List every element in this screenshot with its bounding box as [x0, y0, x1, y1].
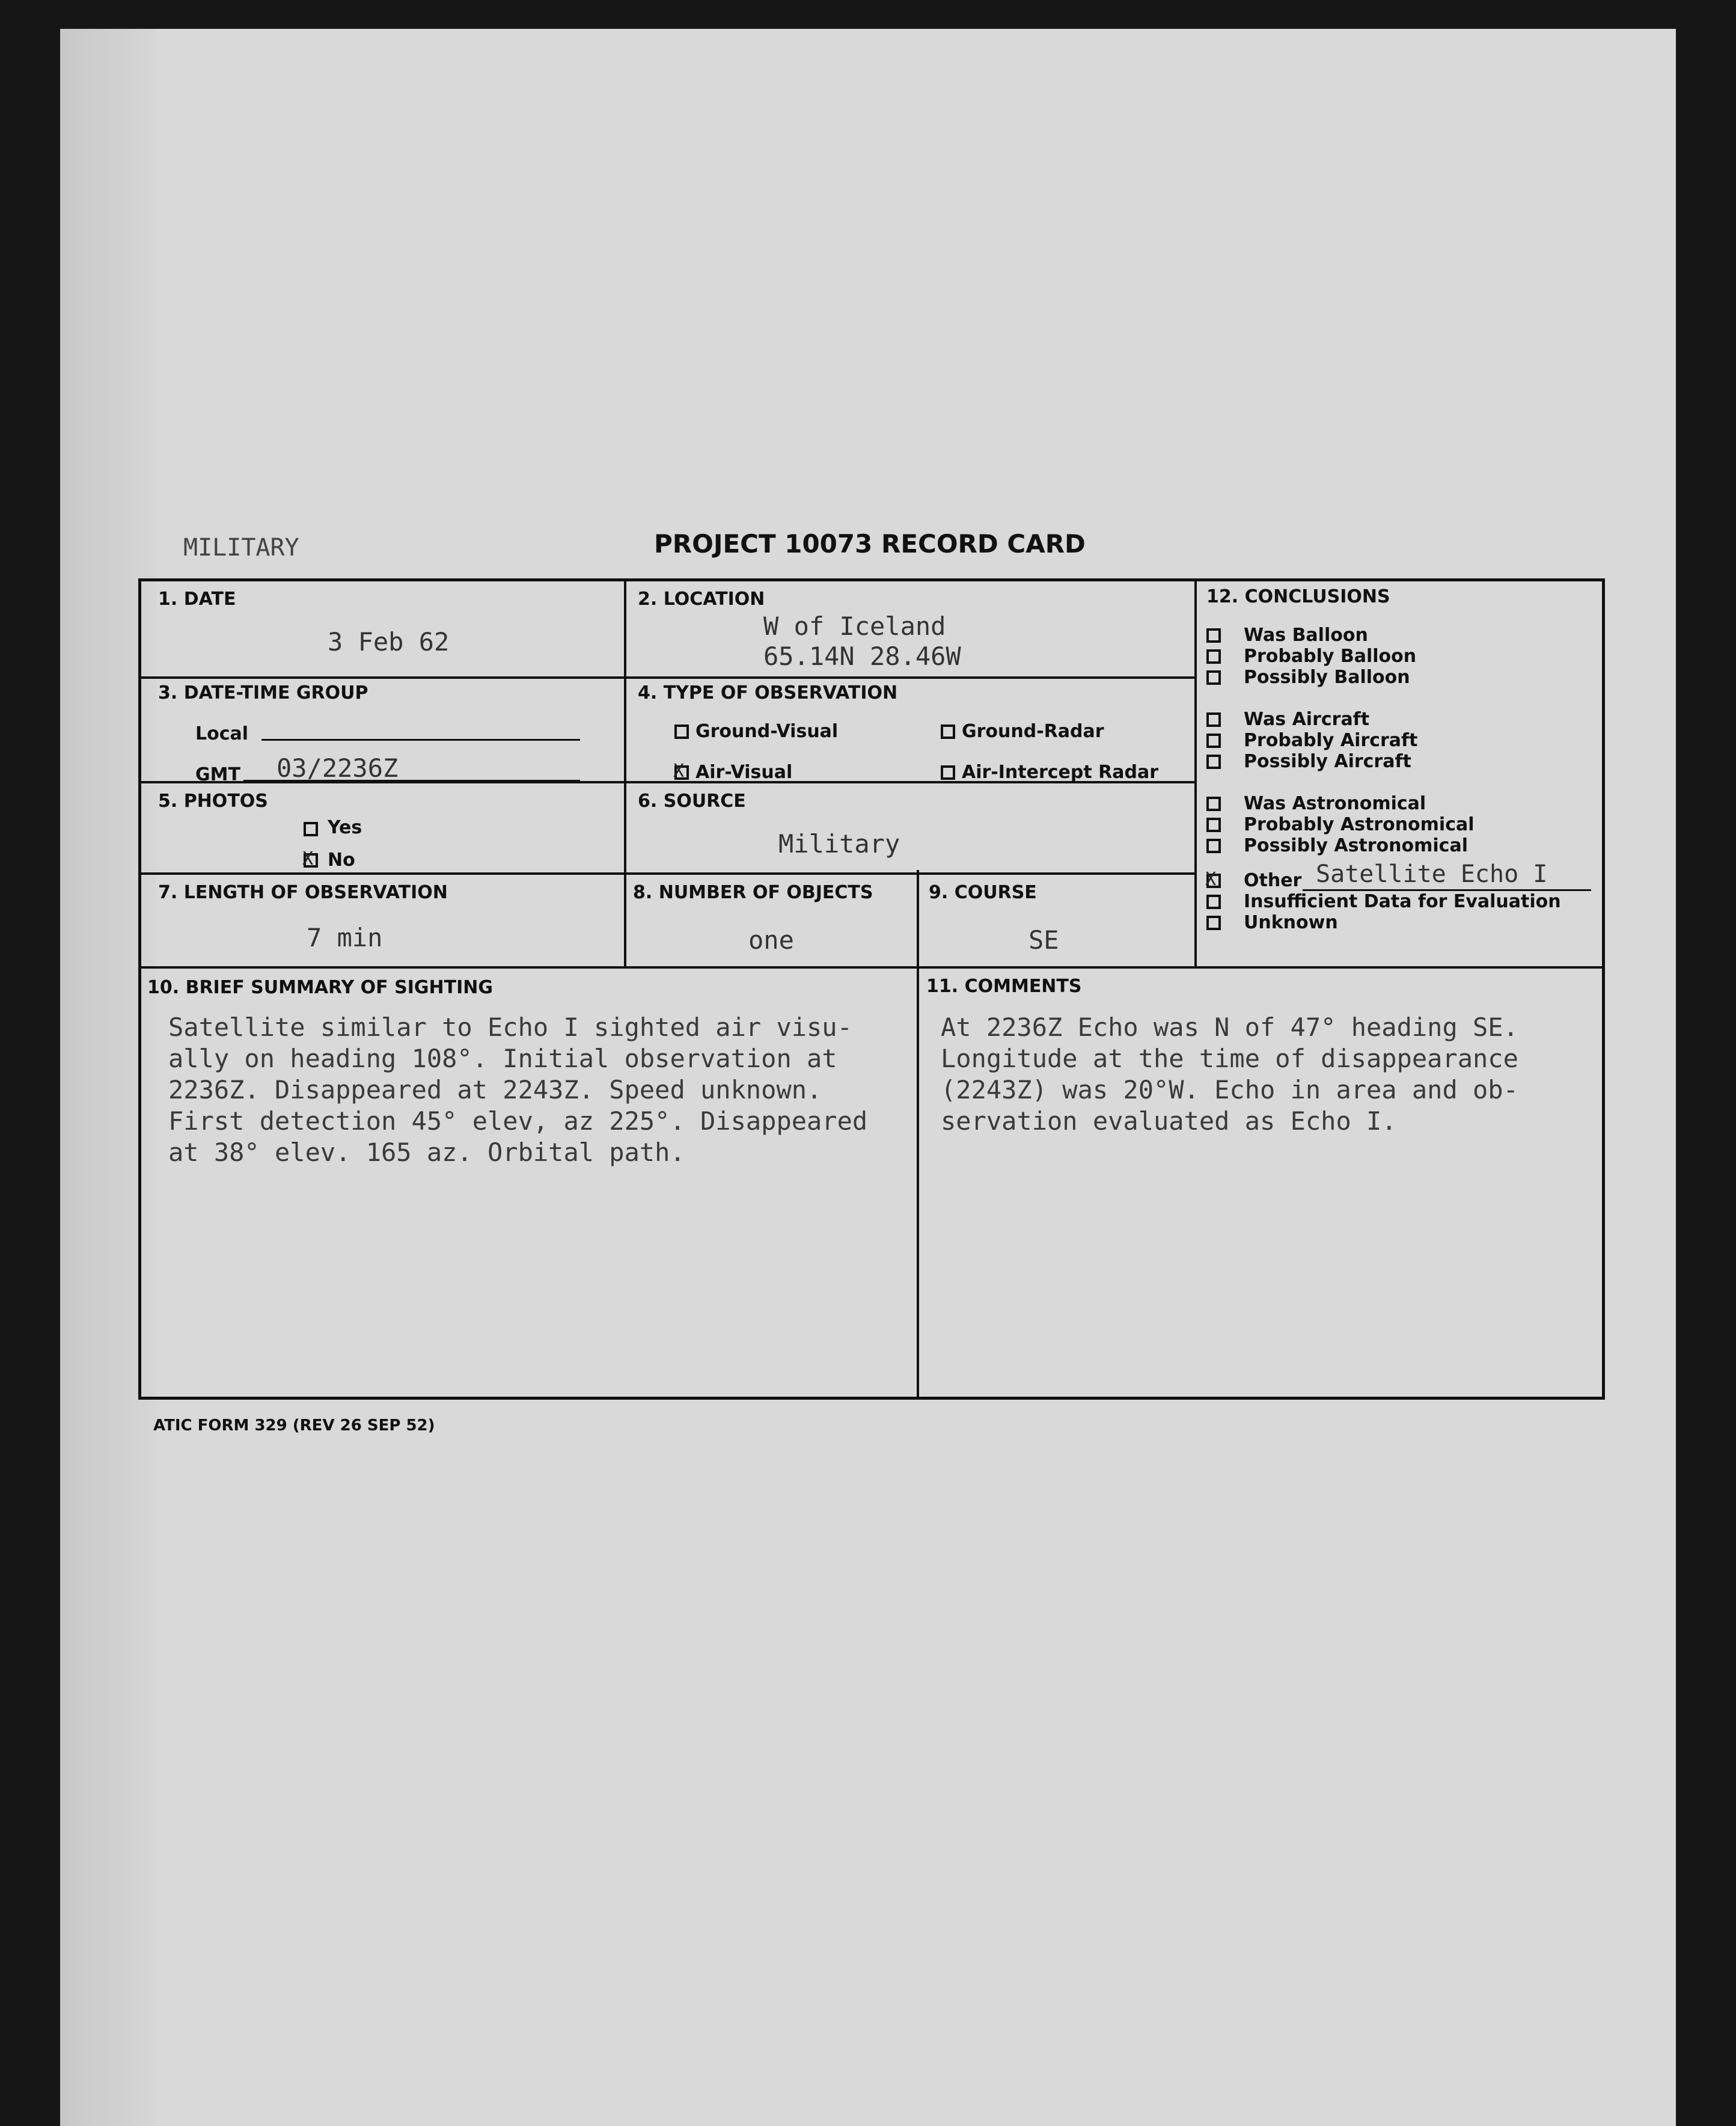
divider — [141, 872, 1194, 875]
conclusion-label: Insufficient Data for Evaluation — [1244, 891, 1561, 912]
conclusion-checkbox[interactable] — [1206, 628, 1221, 643]
conclusion-label: Probably Astronomical — [1244, 814, 1475, 835]
divider — [1194, 581, 1197, 966]
comments-line: Longitude at the time of disappearance — [941, 1044, 1518, 1073]
length-value: 7 min — [307, 923, 383, 952]
conclusion-checkbox[interactable] — [1206, 874, 1221, 888]
photos-label: 5. PHOTOS — [158, 791, 268, 812]
number-of-objects-label: 8. NUMBER OF OBJECTS — [633, 882, 873, 903]
observation-type-label: 4. TYPE OF OBSERVATION — [638, 682, 898, 703]
conclusion-label: Was Aircraft — [1244, 709, 1370, 730]
conclusion-label: Probably Balloon — [1244, 646, 1417, 667]
conclusion-checkbox[interactable] — [1206, 895, 1221, 909]
air-visual-label: Air-Visual — [695, 762, 793, 783]
comments-text — [941, 1012, 1596, 1137]
summary-line: First detection 45° elev, az 225°. Disappeared — [168, 1106, 868, 1136]
summary-label: 10. BRIEF SUMMARY OF SIGHTING — [147, 977, 493, 998]
date-label: 1. DATE — [158, 589, 236, 610]
divider — [141, 966, 1603, 969]
datetime-group-label: 3. DATE-TIME GROUP — [158, 682, 368, 703]
record-card — [138, 578, 1605, 1400]
location-label: 2. LOCATION — [638, 589, 765, 610]
air-visual-checkbox[interactable] — [674, 765, 689, 780]
divider — [917, 870, 919, 966]
photos-no-checkbox[interactable] — [304, 853, 318, 868]
comments-line: servation evaluated as Echo I. — [941, 1106, 1397, 1136]
local-label: Local — [195, 723, 249, 744]
conclusions-list — [1206, 625, 1603, 961]
location-line-2: 65.14N 28.46W — [763, 642, 961, 671]
location-line-1: W of Iceland — [763, 611, 946, 641]
conclusion-label: Possibly Astronomical — [1244, 835, 1468, 856]
summary-text — [168, 1012, 914, 1168]
conclusion-label: Was Balloon — [1244, 625, 1368, 646]
divider — [141, 676, 1194, 679]
ground-visual-label: Ground-Visual — [695, 721, 839, 742]
conclusion-checkbox[interactable] — [1206, 670, 1221, 685]
conclusion-checkbox[interactable] — [1206, 797, 1221, 811]
card-title: PROJECT 10073 RECORD CARD — [654, 529, 1086, 559]
conclusion-checkbox[interactable] — [1206, 734, 1221, 748]
conclusion-label: Possibly Balloon — [1244, 667, 1410, 688]
conclusion-checkbox[interactable] — [1206, 649, 1221, 664]
summary-line: Satellite similar to Echo I sighted air visu- — [168, 1012, 852, 1042]
source-value: Military — [778, 829, 900, 859]
air-intercept-radar-label: Air-Intercept Radar — [962, 762, 1158, 783]
comments-label: 11. COMMENTS — [926, 976, 1082, 997]
divider — [624, 581, 626, 966]
summary-line: ally on heading 108°. Initial observation at — [168, 1044, 837, 1073]
summary-line: at 38° elev. 165 az. Orbital path. — [168, 1138, 685, 1167]
comments-line: (2243Z) was 20°W. Echo in area and ob- — [941, 1075, 1518, 1104]
length-label: 7. LENGTH OF OBSERVATION — [158, 882, 448, 903]
ground-visual-checkbox[interactable] — [674, 724, 689, 739]
course-value: SE — [1028, 925, 1059, 955]
local-underline — [261, 739, 580, 741]
conclusion-label: Other — [1244, 870, 1302, 891]
summary-line: 2236Z. Disappeared at 2243Z. Speed unknown. — [168, 1075, 822, 1104]
photos-yes-label: Yes — [328, 817, 362, 838]
conclusion-label: Probably Aircraft — [1244, 730, 1418, 751]
card-header — [0, 529, 1736, 565]
number-of-objects-value: one — [748, 925, 794, 955]
conclusion-checkbox[interactable] — [1206, 818, 1221, 832]
conclusion-label: Was Astronomical — [1244, 793, 1426, 814]
form-id: ATIC FORM 329 (REV 26 SEP 52) — [153, 1417, 435, 1435]
gmt-label: GMT — [195, 764, 240, 785]
course-label: 9. COURSE — [929, 882, 1037, 903]
divider — [917, 966, 919, 1397]
conclusion-checkbox[interactable] — [1206, 755, 1221, 769]
conclusion-checkbox[interactable] — [1206, 712, 1221, 727]
conclusions-label: 12. CONCLUSIONS — [1206, 586, 1390, 607]
date-value: 3 Feb 62 — [328, 627, 450, 657]
conclusion-checkbox[interactable] — [1206, 916, 1221, 930]
conclusion-label: Possibly Aircraft — [1244, 751, 1411, 772]
conclusion-label: Unknown — [1244, 912, 1338, 933]
source-label: 6. SOURCE — [638, 791, 746, 812]
photos-yes-checkbox[interactable] — [304, 822, 318, 836]
comments-line: At 2236Z Echo was N of 47° heading SE. — [941, 1012, 1518, 1042]
classification-label: MILITARY — [183, 534, 299, 562]
ground-radar-label: Ground-Radar — [962, 721, 1104, 742]
ground-radar-checkbox[interactable] — [941, 724, 955, 739]
photos-no-label: No — [328, 850, 355, 871]
other-value: Satellite Echo I — [1316, 860, 1548, 888]
conclusion-checkbox[interactable] — [1206, 839, 1221, 853]
gmt-value: 03/2236Z — [277, 753, 399, 783]
air-intercept-radar-checkbox[interactable] — [941, 765, 955, 780]
